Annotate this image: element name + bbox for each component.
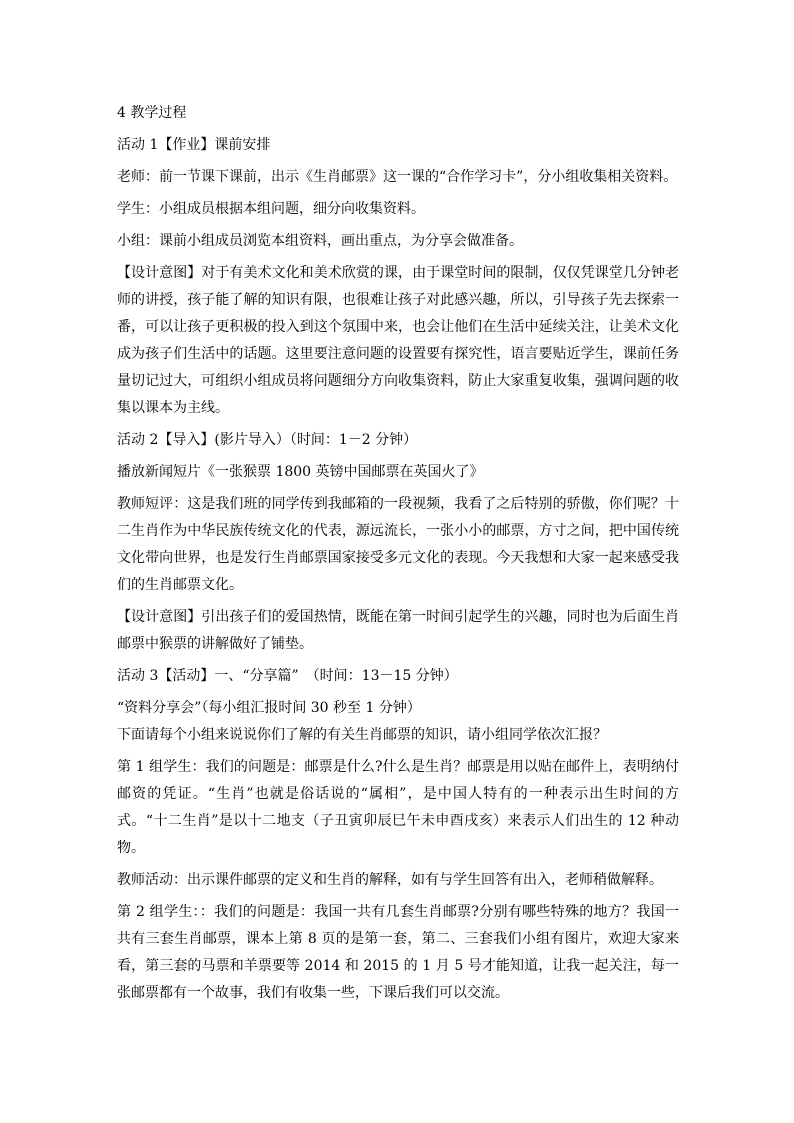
news-clip-paragraph: 播放新闻短片《一张猴票 1800 英镑中国邮票在英国火了》	[117, 464, 484, 480]
teacher-comment-paragraph: 教师短评：这是我们班的同学传到我邮箱的一段视频，我看了之后特别的骄傲，你们呢？十二生肖作为中华民族传统文化的代表，源远流长，一张小小的邮票，方寸之间，把中国传统文化带向世界，也是发行生肖邮票国家接受多元文化的表现。今天我想和大家一起来感受我们的生肖邮票文化。	[117, 496, 679, 593]
section-heading: 4 教学过程	[117, 105, 187, 121]
document-body	[117, 100, 679, 1012]
design-intent-paragraph-2: 【设计意图】引出孩子们的爱国热情，既能在第一时间引起学生的兴趣，同时也为后面生肖邮票中猴票的讲解做好了铺垫。	[117, 609, 679, 652]
teacher-activity-paragraph: 教师活动：出示课件邮票的定义和生肖的解释，如有与学生回答有出入，老师稍做解释。	[117, 872, 663, 888]
group-paragraph: 小组：课前小组成员浏览本组资料，画出重点，为分享会做准备。	[117, 233, 523, 249]
student-paragraph: 学生：小组成员根据本组问题，细分向收集资料。	[117, 201, 425, 217]
teacher-paragraph: 老师：前一节课下课前，出示《生肖邮票》这一课的“合作学习卡”，分小组收集相关资料。	[117, 169, 678, 185]
design-intent-paragraph-1: 【设计意图】对于有美术文化和美术欣赏的课，由于课堂时间的限制，仅仅凭课堂几分钟老师的讲授，孩子能了解的知识有限，也很难让孩子对此感兴趣，所以，引导孩子先去探索一番，可以让孩子更积极的投入到这个氛围中来，也会让他们在生活中延续关注，让美术文化成为孩子们生活中的话题。这里要注意问题的设置要有探究性，语言要贴近学生，课前任务量切记过大，可组织小组成员将问题细分方向收集资料，防止大家重复收集，强调问题的收集以课本为主线。	[117, 265, 679, 416]
activity-3-heading: 活动 3【活动】一、“分享篇” （时间：13－15 分钟）	[117, 668, 458, 684]
activity-2-heading: 活动 2【导入】(影片导入）（时间：1－2 分钟）	[117, 432, 418, 448]
activity-1-heading: 活动 1【作业】课前安排	[117, 137, 271, 153]
sharing-session-paragraph: “资料分享会”（每小组汇报时间 30 秒至 1 分钟）	[117, 700, 421, 716]
group-2-paragraph: 第 2 组学生：：我们的问题是：我国一共有几套生肖邮票?分别有哪些特殊的地方？我国一共有三套生肖邮票，课本上第 8 页的是第一套，第二、三套我们小组有图片，欢迎大家来看，第三套的马票和羊票要等 2014 和 2015 的 1 月 5 号才能知道，让我一起关注，每一张邮票都有一个故事，我们有收集一些，下课后我们可以交流。	[117, 904, 679, 1001]
group-1-paragraph: 第 1 组学生：我们的问题是：邮票是什么?什么是生肖？邮票是用以贴在邮件上，表明纳付邮资的凭证。“生肖”也就是俗话说的“属相”，是中国人特有的一种表示出生时间的方式。“十二生肖”是以十二地支（子丑寅卯辰巳午未申酉戌亥）来表示人们出生的 12 种动物。	[117, 759, 679, 856]
instruction-paragraph: 下面请每个小组来说说你们了解的有关生肖邮票的知识，请小组同学依次汇报？	[117, 727, 607, 743]
